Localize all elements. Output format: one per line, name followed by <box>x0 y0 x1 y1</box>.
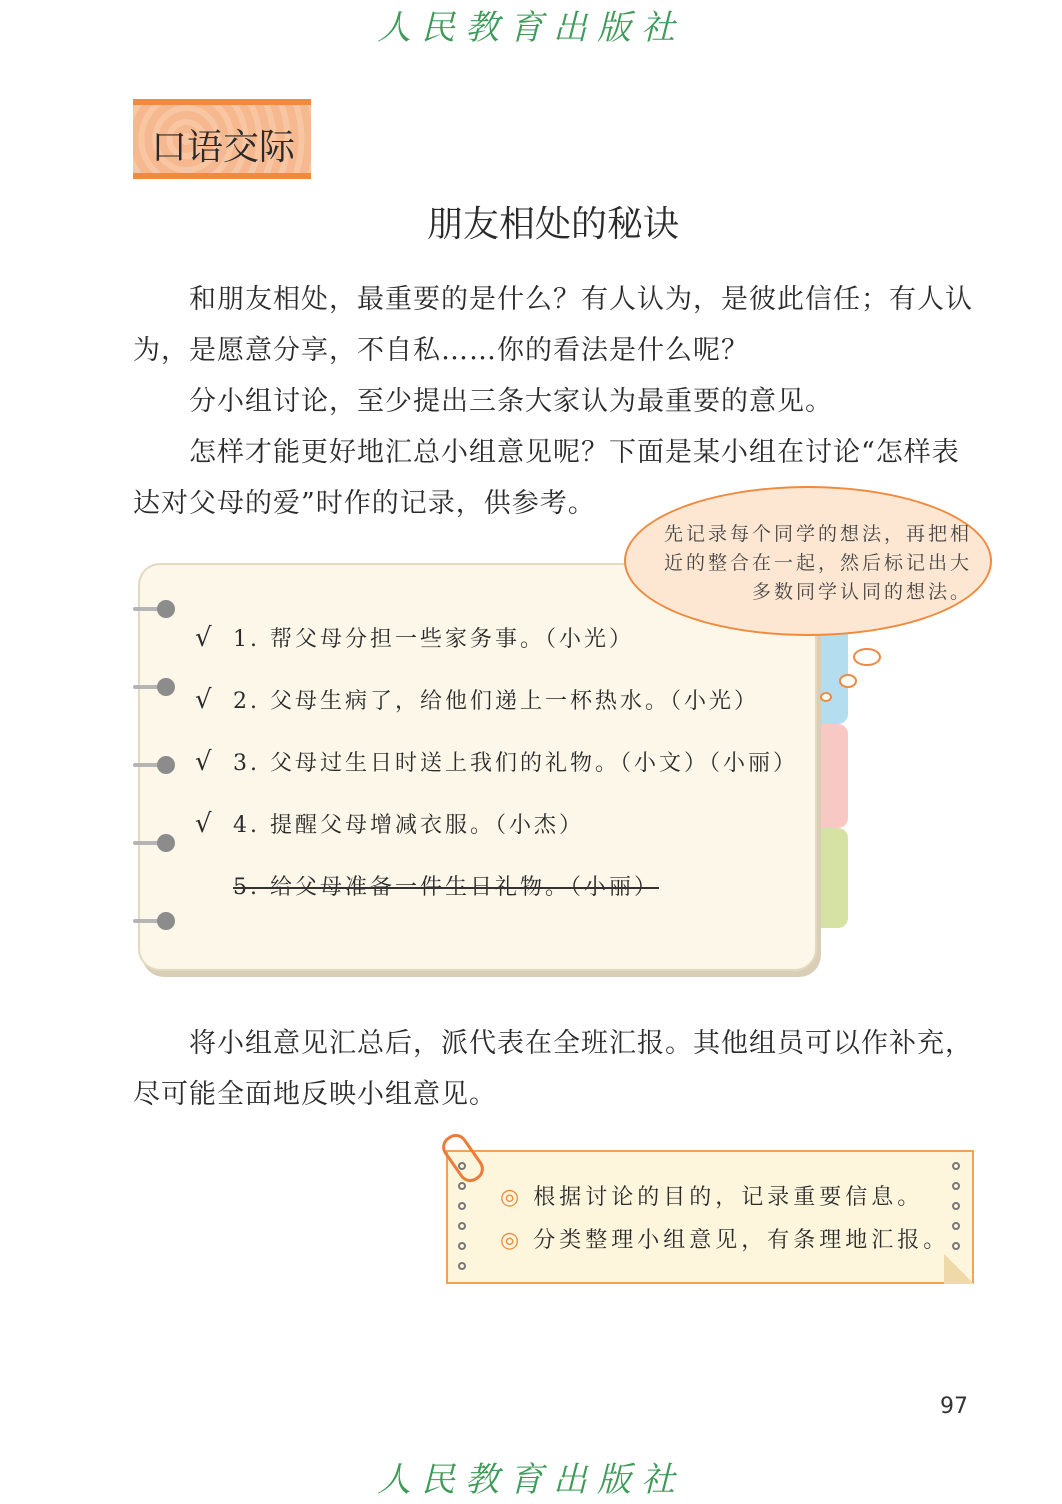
summary-paragraph: 怎样才能更好地汇总小组意见呢？下面是某小组在讨论“怎样表达对父母的爱”时作的记录，供参考。 <box>133 437 960 519</box>
note-item-struck: 5. 给父母准备一件生日礼物。（小丽） <box>233 875 659 900</box>
discussion-paragraph: 分小组讨论，至少提出三条大家认为最重要的意见。 <box>189 386 833 417</box>
intro-paragraph: 和朋友相处，最重要的是什么？有人认为，是彼此信任；有人认为，是愿意分享，不自私……你的看法是什么呢？ <box>133 284 973 366</box>
page-fold-icon <box>944 1254 974 1284</box>
notebook-tab-pink <box>812 724 848 828</box>
note-item <box>195 808 584 839</box>
note-item <box>195 684 759 715</box>
notebook-ring-icon <box>133 599 175 619</box>
note-item-text: 3. 父母过生日时送上我们的礼物。（小文）（小丽） <box>233 751 798 776</box>
page-number: 97 <box>940 1394 968 1419</box>
note-item <box>195 746 798 777</box>
notebook-ring-icon <box>133 677 175 697</box>
notebook-tab-green <box>812 828 848 928</box>
thought-bubble-dot <box>820 692 832 702</box>
bullet-icon: ◎ <box>500 1228 524 1253</box>
thought-bubble-dot <box>853 648 881 666</box>
report-paragraph: 将小组意见汇总后，派代表在全班汇报。其他组员可以作补充，尽可能全面地反映小组意见。 <box>133 1028 973 1110</box>
note-item-text: 1. 帮父母分担一些家务事。（小光） <box>233 627 634 652</box>
note-item <box>195 622 634 653</box>
tip-item <box>500 1223 949 1254</box>
bullet-icon: ◎ <box>500 1185 524 1210</box>
tip-card <box>446 1150 974 1284</box>
tip-item-text: 根据讨论的目的，记录重要信息。 <box>533 1185 924 1210</box>
section-tag-label: 口语交际 <box>151 127 296 168</box>
lesson-title: 朋友相处的秘诀 <box>426 204 679 245</box>
notebook-ring-icon <box>133 755 175 775</box>
publisher-logo-bottom: 人民教育出版社 <box>377 1460 685 1500</box>
check-mark-icon: √ <box>195 685 215 715</box>
tip-item <box>500 1180 923 1211</box>
tip-card-holes-right <box>952 1162 962 1262</box>
publisher-logo-top: 人民教育出版社 <box>377 8 685 48</box>
note-item-text: 2. 父母生病了，给他们递上一杯热水。（小光） <box>233 689 759 714</box>
check-mark-icon: √ <box>195 747 215 777</box>
thought-bubble-dot <box>839 674 857 688</box>
notebook-ring-icon <box>133 911 175 931</box>
tip-item-text: 分类整理小组意见，有条理地汇报。 <box>533 1228 950 1253</box>
check-mark-icon: √ <box>195 809 215 839</box>
section-tag <box>133 99 311 179</box>
thought-bubble-text: 先记录每个同学的想法，再把相近的整合在一起，然后标记出大多数同学认同的想法。 <box>663 523 972 603</box>
note-item-text: 4. 提醒父母增减衣服。（小杰） <box>233 813 584 838</box>
notebook-ring-icon <box>133 833 175 853</box>
check-mark-icon: √ <box>195 623 215 653</box>
